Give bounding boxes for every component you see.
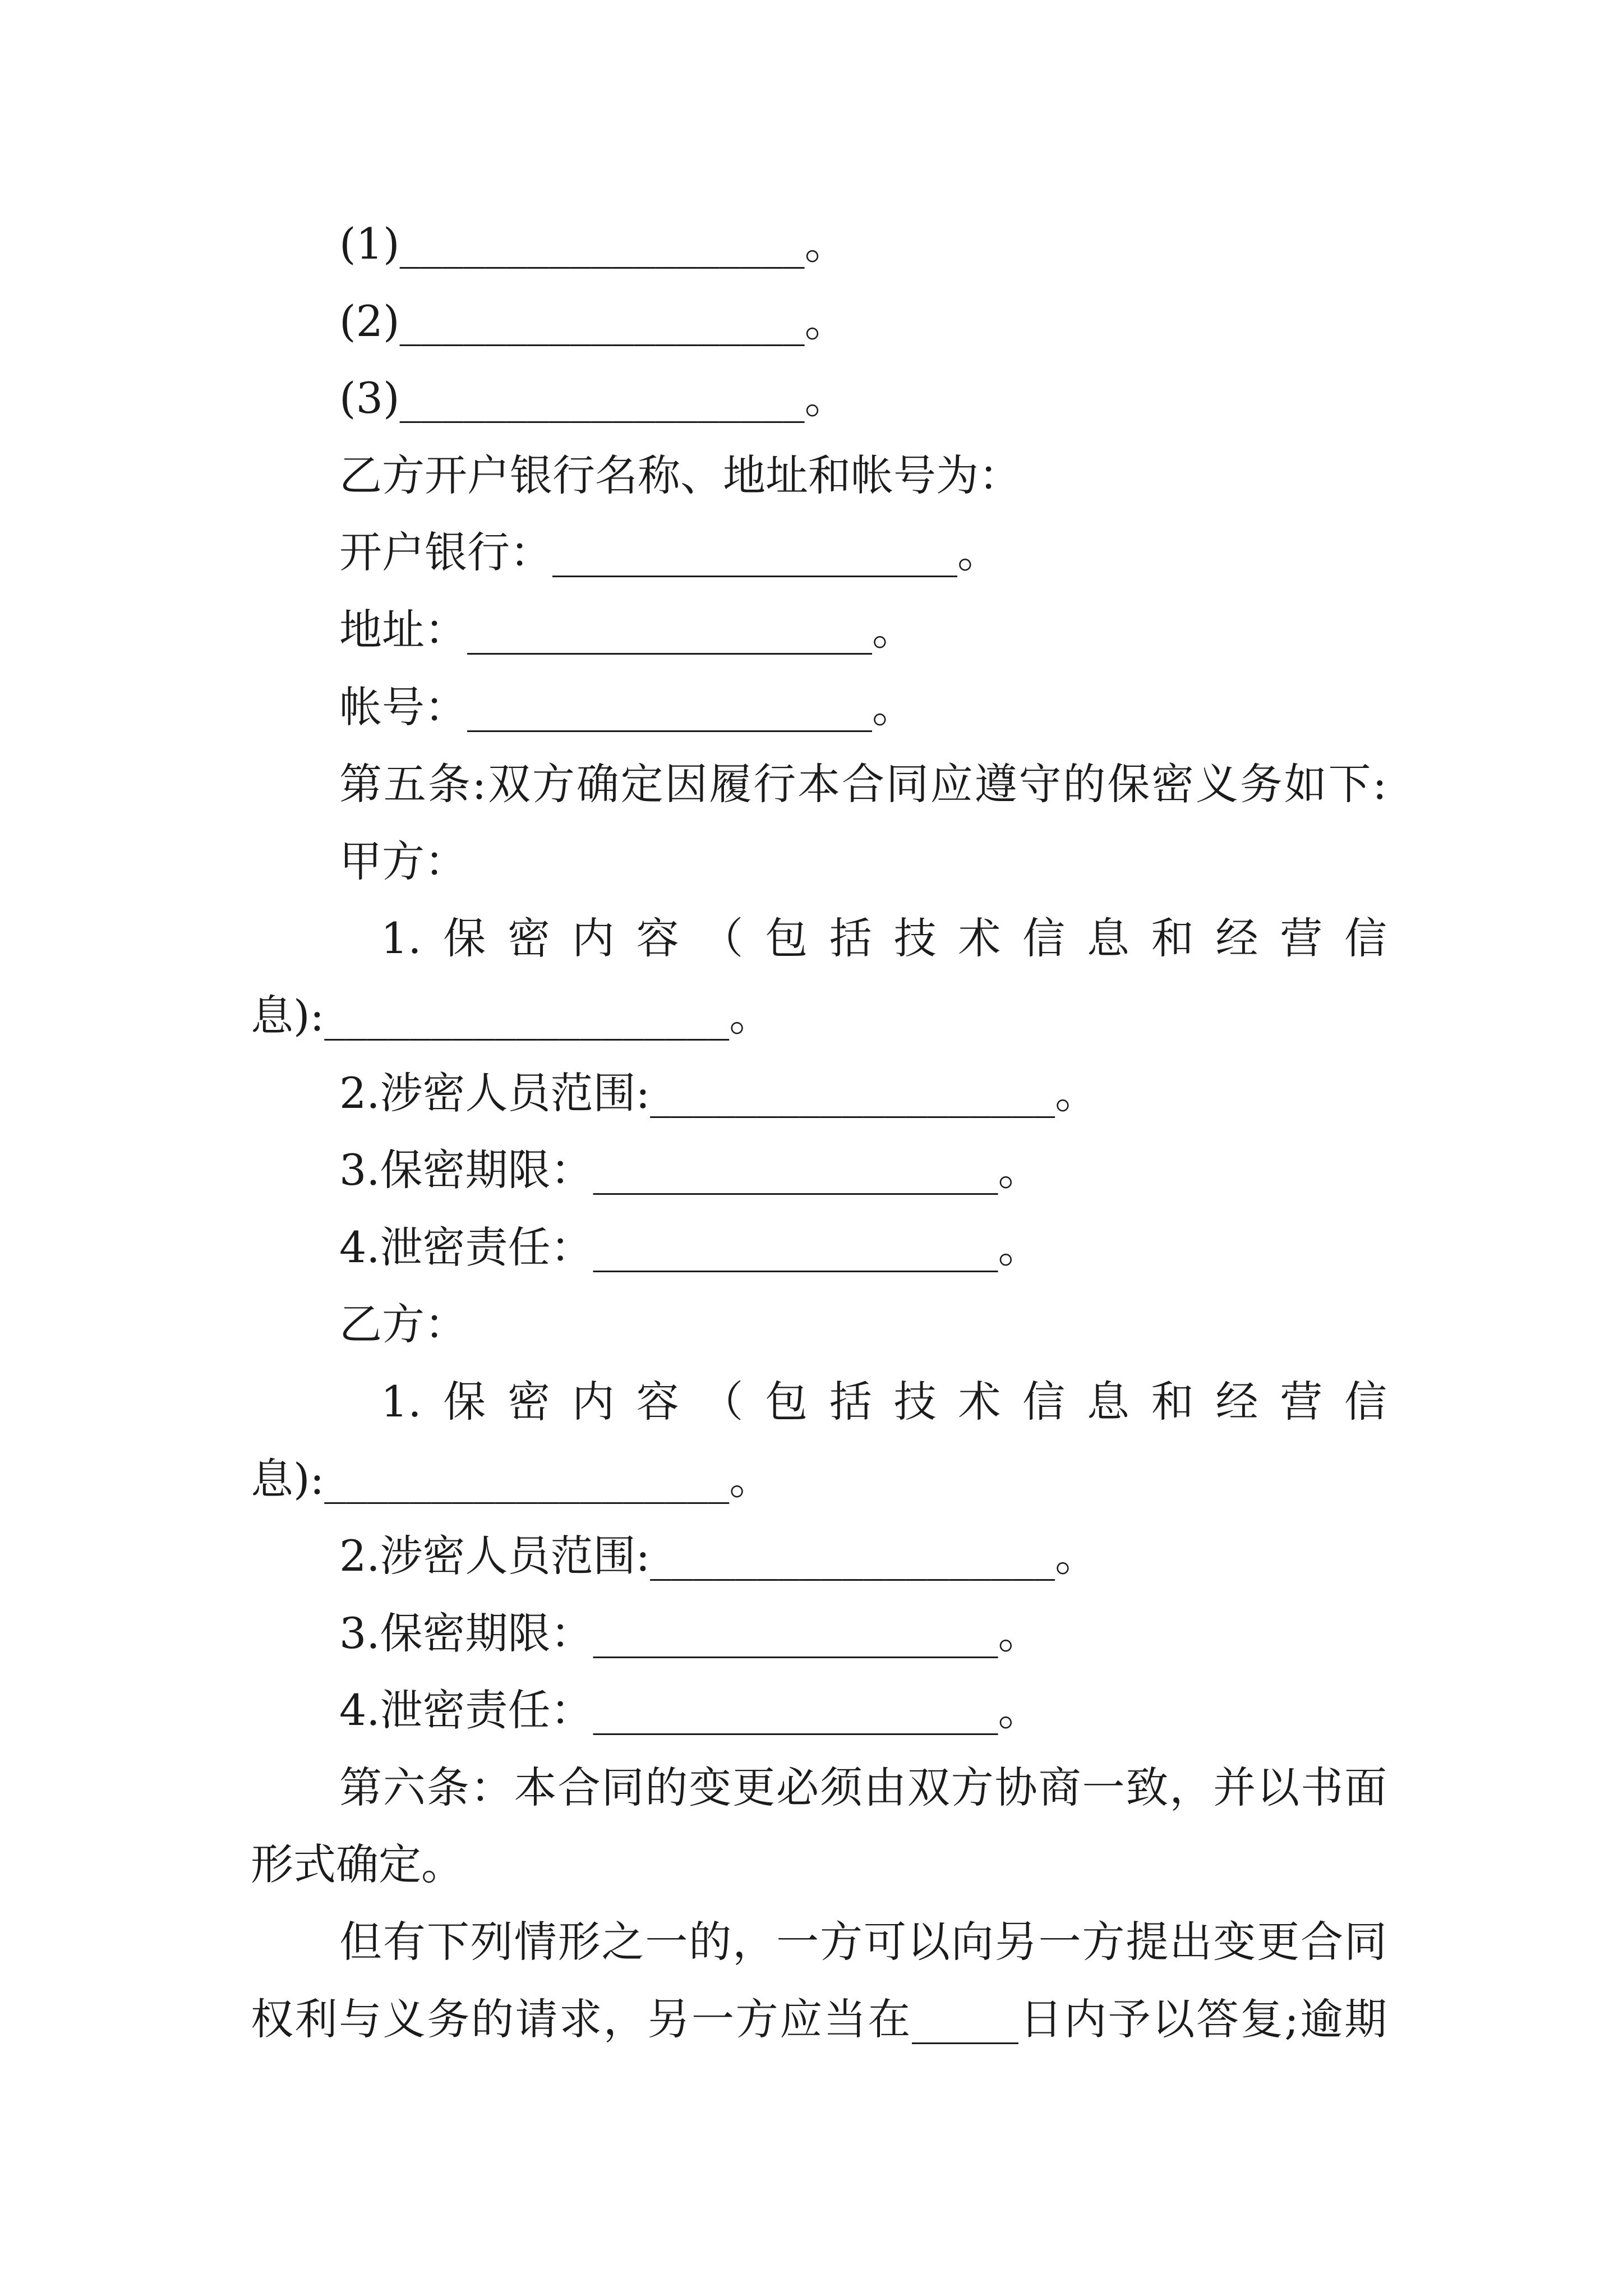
- period-mark: 。: [729, 990, 772, 1041]
- field-label: 4.泄密责任：: [339, 1222, 593, 1272]
- period-mark: 。: [1055, 1068, 1098, 1118]
- fill-in-blank: ___________________: [324, 990, 730, 1041]
- period-mark: 。: [998, 1222, 1041, 1272]
- party-a-label: 甲方：: [339, 836, 467, 886]
- fill-in-blank: ___________________: [399, 219, 805, 269]
- fill-in-blank: ___________________: [593, 1685, 998, 1736]
- party-b-item-1-continuation: [251, 1441, 1387, 1518]
- bank-account-line: [251, 669, 1387, 746]
- party-b-item-3: [251, 1595, 1387, 1672]
- fill-in-blank: ___________________: [593, 1608, 998, 1658]
- period-mark: 。: [957, 527, 1000, 578]
- period-mark: 。: [1055, 1531, 1098, 1581]
- party-b-label: 乙方：: [339, 1299, 467, 1350]
- fill-in-blank: ___________________: [467, 682, 872, 732]
- period-mark: 。: [872, 604, 915, 655]
- period-mark: 。: [998, 1608, 1041, 1658]
- fill-in-blank: ___________________: [467, 604, 872, 655]
- field-label: 3.保密期限：: [339, 1608, 593, 1658]
- period-mark: 。: [804, 296, 847, 346]
- field-label: 3.保密期限：: [339, 1145, 593, 1195]
- party-a-item-1-text: 1.保密内容（包括技术信息和经营信: [381, 913, 1387, 964]
- fill-in-blank: _____: [912, 1994, 1018, 2044]
- blank-item-3: [251, 360, 1387, 437]
- party-a-item-3: [251, 1131, 1387, 1209]
- period-mark: 。: [998, 1145, 1041, 1195]
- party-a-item-2: [251, 1055, 1387, 1132]
- field-label: 帐号：: [339, 682, 467, 732]
- period-mark: 。: [998, 1685, 1041, 1736]
- period-mark: 。: [804, 373, 847, 424]
- party-a-item-4: [251, 1209, 1387, 1286]
- line-text: 日内予以答复;逾期: [1018, 1994, 1387, 2044]
- field-label: 息):: [251, 990, 325, 1041]
- party-b-item-2: [251, 1517, 1387, 1595]
- party-a-item-1-continuation: [251, 977, 1387, 1055]
- fill-in-blank: ___________________: [593, 1222, 998, 1272]
- fill-in-blank: ___________________: [650, 1531, 1055, 1581]
- item-number: (3): [339, 373, 400, 424]
- item-number: (2): [339, 296, 400, 346]
- fill-in-blank: ___________________: [552, 527, 957, 578]
- blank-item-2: [251, 283, 1387, 360]
- fill-in-blank: ___________________: [650, 1068, 1055, 1118]
- bank-info-heading: 乙方开户银行名称、地址和帐号为：: [339, 450, 1021, 500]
- fill-in-blank: ___________________: [399, 373, 805, 424]
- article-6-para-2-line-1: 但有下列情形之一的，一方可以向另一方提出变更合同: [339, 1917, 1387, 1967]
- period-mark: 。: [729, 1453, 772, 1504]
- blank-item-1: [251, 205, 1387, 283]
- field-label: 2.涉密人员范围:: [339, 1068, 651, 1118]
- article-6-line-1: 第六条：本合同的变更必须由双方协商一致，并以书面: [339, 1762, 1387, 1812]
- field-label: 开户银行：: [339, 527, 552, 578]
- field-label: 2.涉密人员范围:: [339, 1531, 651, 1581]
- party-b-item-4: [251, 1672, 1387, 1749]
- field-label: 4.泄密责任：: [339, 1685, 593, 1736]
- bank-name-line: [251, 514, 1387, 591]
- fill-in-blank: ___________________: [324, 1453, 730, 1504]
- document-page: [251, 205, 1387, 2058]
- article-5-heading: 第五条:双方确定因履行本合同应遵守的保密义务如下:: [339, 759, 1387, 809]
- line-text: 权利与义务的请求，另一方应当在: [251, 1994, 912, 2044]
- bank-address-line: [251, 591, 1387, 669]
- fill-in-blank: ___________________: [399, 296, 805, 346]
- article-6-line-2: 形式确定。: [251, 1839, 464, 1890]
- field-label: 息):: [251, 1453, 325, 1504]
- article-6-para-2-line-2: [251, 1981, 1387, 2058]
- period-mark: 。: [804, 219, 847, 269]
- party-b-item-1-text: 1.保密内容（包括技术信息和经营信: [381, 1376, 1387, 1427]
- item-number: (1): [339, 219, 400, 269]
- fill-in-blank: ___________________: [593, 1145, 998, 1195]
- field-label: 地址：: [339, 604, 467, 655]
- period-mark: 。: [872, 682, 915, 732]
